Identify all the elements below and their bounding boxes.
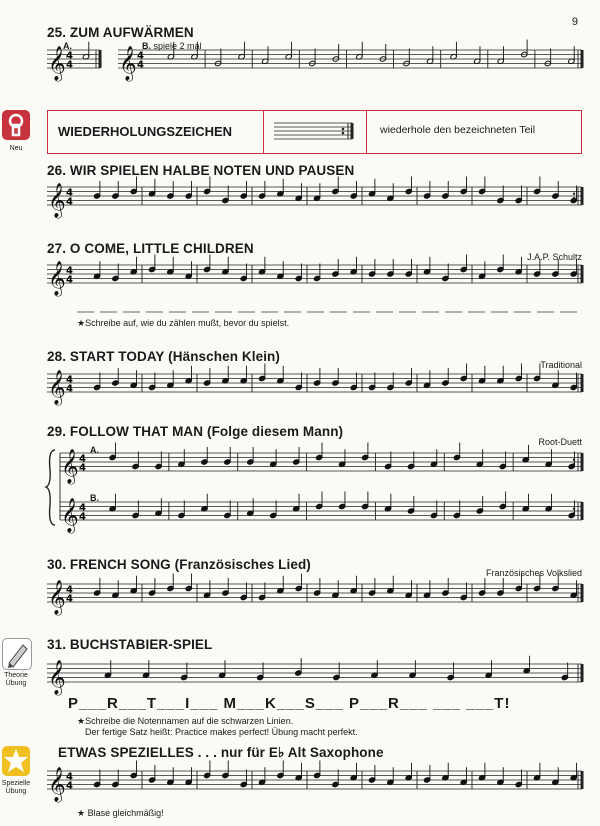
theory-label-line1: Theorie	[4, 672, 28, 679]
treble-clef-icon: 𝄞	[119, 46, 137, 81]
repeat-instruction: spiele 2 mal	[153, 41, 202, 51]
note-31-line2: Der fertige Satz heißt: Practice makes perfect! Übung macht perfekt.	[85, 727, 358, 737]
treble-clef-icon: 𝄞	[48, 183, 66, 218]
part-b-letter-25: B.	[142, 41, 151, 51]
section-title-25: 25. ZUM AUFWÄRMEN	[47, 25, 194, 40]
time-signature-bottom: 4	[66, 59, 73, 71]
part-a-label-29: A.	[90, 445, 99, 455]
time-signature-bottom: 4	[66, 593, 73, 605]
section-title-26: 26. WIR SPIELEN HALBE NOTEN UND PAUSEN	[47, 163, 355, 178]
section-title-29: 29. FOLLOW THAT MAN (Folge diesem Mann)	[47, 424, 344, 439]
time-signature-bottom: 4	[79, 511, 86, 523]
section-title-28: 28. START TODAY (Hänschen Klein)	[47, 349, 281, 364]
treble-clef-icon: 𝄞	[48, 46, 66, 81]
time-signature-top: 4	[79, 453, 86, 465]
time-signature-bottom: 4	[66, 274, 73, 286]
credit-28: Traditional	[540, 360, 582, 370]
time-signature-bottom: 4	[66, 780, 73, 792]
theory-label-line2: Übung	[5, 680, 27, 687]
spelling-letters: P___R___T___I___ M___K___S___ P___R___ ___ ___T!	[68, 695, 511, 712]
time-signature-top: 4	[137, 50, 144, 62]
special-label-line2: Übung	[5, 788, 27, 795]
section-title-27: 27. O COME, LITTLE CHILDREN	[47, 241, 254, 256]
duet-brace	[46, 450, 55, 525]
time-signature-top: 4	[66, 584, 73, 596]
time-signature-bottom: 4	[66, 196, 73, 208]
page-number: 9	[571, 16, 578, 28]
time-signature-top: 4	[66, 374, 73, 386]
treble-clef-icon: 𝄞	[48, 261, 66, 296]
new-badge-label: Neu	[9, 145, 23, 152]
time-signature-top: 4	[66, 50, 73, 62]
section-title-31: 31. BUCHSTABIER-SPIEL	[47, 637, 213, 652]
credit-29: Root-Duett	[538, 437, 582, 447]
time-signature-top: 4	[66, 771, 73, 783]
part-b-label-29: B.	[90, 493, 99, 503]
special-label-line1: Spezielle	[1, 780, 31, 787]
repeat-sign-label: WIEDERHOLUNGSZEICHEN	[58, 124, 233, 139]
time-signature-top: 4	[79, 502, 86, 514]
part-a-label-25: A.	[63, 41, 72, 51]
treble-clef-icon: 𝄞	[48, 767, 66, 802]
time-signature-bottom: 4	[66, 383, 73, 395]
repeat-dot	[573, 193, 575, 195]
treble-clef-icon: 𝄞	[61, 498, 79, 533]
section-title-special: ETWAS SPEZIELLES . . . nur für E♭ Alt Saxophone	[58, 745, 384, 760]
treble-clef-icon: 𝄞	[48, 370, 66, 405]
note-27: ★Schreibe auf, wie du zählen mußt, bevor du spielst.	[77, 318, 290, 328]
repeat-sign-description: wiederhole den bezeichneten Teil	[380, 124, 536, 136]
note-31-line1: ★Schreibe die Notennamen auf die schwarzen Linien.	[77, 716, 294, 726]
treble-clef-icon: 𝄞	[48, 580, 66, 615]
credit-30: Französisches Volkslied	[485, 568, 582, 578]
section-title-30: 30. FRENCH SONG (Französisches Lied)	[47, 557, 311, 572]
time-signature-bottom: 4	[79, 462, 86, 474]
time-signature-top: 4	[66, 187, 73, 199]
treble-clef-icon: 𝄞	[48, 660, 66, 695]
time-signature-top: 4	[66, 265, 73, 277]
treble-clef-icon: 𝄞	[61, 449, 79, 484]
credit-27: J.A.P. Schultz	[527, 252, 582, 262]
time-signature-bottom: 4	[137, 59, 144, 71]
note-special: ★ Blase gleichmäßig!	[77, 808, 164, 818]
